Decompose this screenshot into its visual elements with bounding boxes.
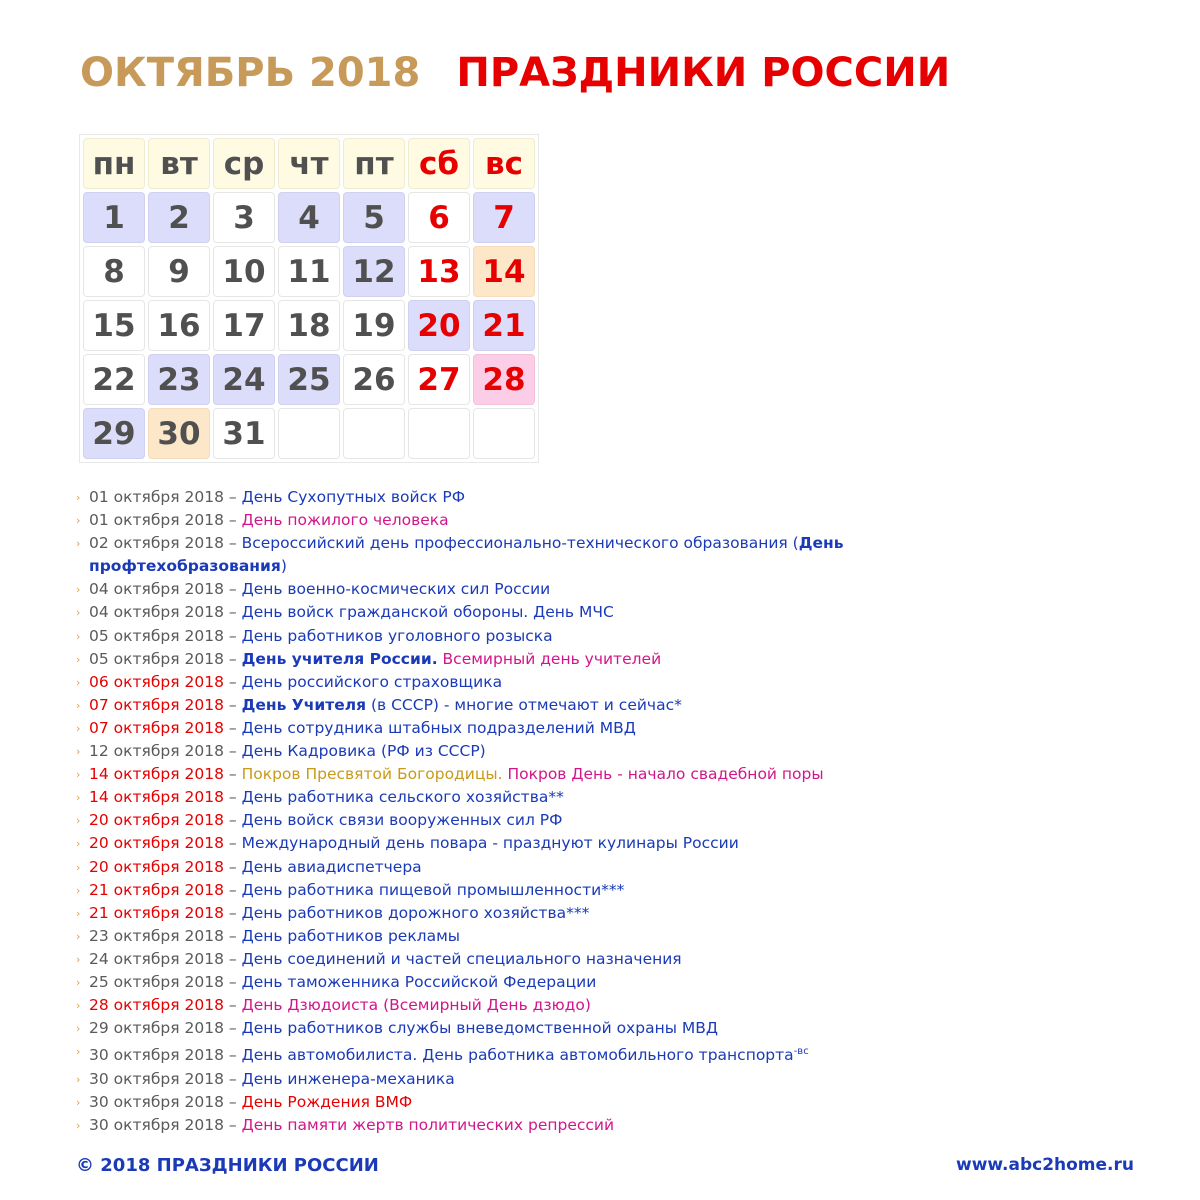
list-item: › 20 октября 2018 – День авиадиспетчера: [76, 856, 876, 879]
weekday-tue: вт: [148, 138, 210, 189]
bullet-icon: ›: [76, 860, 81, 874]
day-cell: 17: [213, 300, 275, 351]
bullet-icon: ›: [76, 675, 81, 689]
holidays-title: ПРАЗДНИКИ РОССИИ: [456, 50, 951, 96]
day-cell: 21: [473, 300, 535, 351]
day-cell: 5: [343, 192, 405, 243]
day-cell: 6: [408, 192, 470, 243]
footer-site-link[interactable]: www.abc2home.ru: [955, 1155, 1134, 1175]
list-item: › 28 октября 2018 – День Дзюдоиста (Всемирный День дзюдо): [76, 994, 876, 1017]
day-cell: 8: [83, 246, 145, 297]
bullet-icon: ›: [76, 606, 81, 620]
month-title: ОКТЯБРЬ 2018: [80, 50, 421, 96]
list-item: › 20 октября 2018 – День войск связи вооруженных сил РФ: [76, 809, 876, 832]
day-cell: 30: [148, 408, 210, 459]
day-cell: 25: [278, 354, 340, 405]
bullet-icon: ›: [76, 952, 81, 966]
list-item: › 21 октября 2018 – День работника пищевой промышленности***: [76, 879, 876, 902]
day-cell: 20: [408, 300, 470, 351]
bullet-icon: ›: [76, 652, 81, 666]
list-item: › 01 октября 2018 – День пожилого человека: [76, 509, 876, 532]
day-cell: 22: [83, 354, 145, 405]
day-cell: 1: [83, 192, 145, 243]
list-item: › 25 октября 2018 – День таможенника Российской Федерации: [76, 971, 876, 994]
list-item: › 05 октября 2018 – День учителя России. Всемирный день учителей: [76, 648, 876, 671]
bullet-icon: ›: [76, 745, 81, 759]
bullet-icon: ›: [76, 1095, 81, 1109]
day-cell: 18: [278, 300, 340, 351]
list-item: › 07 октября 2018 – День сотрудника штабных подразделений МВД: [76, 717, 876, 740]
list-item: › 30 октября 2018 – День инженера-механика: [76, 1068, 876, 1091]
bullet-icon: ›: [76, 837, 81, 851]
list-item: › 05 октября 2018 – День работников уголовного розыска: [76, 625, 876, 648]
holiday-list: [76, 486, 876, 1137]
day-cell: 23: [148, 354, 210, 405]
weekday-sun: вс: [473, 138, 535, 189]
list-item: › 21 октября 2018 – День работников дорожного хозяйства***: [76, 902, 876, 925]
list-item: › 30 октября 2018 – День автомобилиста. День работника автомобильного транспорта$^{-вс}$: [76, 1040, 876, 1067]
day-cell: 12: [343, 246, 405, 297]
bullet-icon: ›: [76, 999, 81, 1013]
empty-cell: [473, 408, 535, 459]
day-cell: 15: [83, 300, 145, 351]
bullet-icon: ›: [76, 814, 81, 828]
empty-cell: [278, 408, 340, 459]
bullet-icon: ›: [76, 768, 81, 782]
bullet-icon: ›: [76, 1072, 81, 1086]
weekday-wed: ср: [213, 138, 275, 189]
day-cell: 9: [148, 246, 210, 297]
list-item: › 30 октября 2018 – День памяти жертв политических репрессий: [76, 1114, 876, 1137]
day-cell: 7: [473, 192, 535, 243]
day-cell: 29: [83, 408, 145, 459]
day-cell: 28: [473, 354, 535, 405]
list-item: › 23 октября 2018 – День работников рекламы: [76, 925, 876, 948]
list-item: › 30 октября 2018 – День Рождения ВМФ: [76, 1091, 876, 1114]
bullet-icon: ›: [76, 791, 81, 805]
day-cell: 14: [473, 246, 535, 297]
bullet-icon: ›: [76, 698, 81, 712]
bullet-icon: ›: [76, 1022, 81, 1036]
list-item: › 07 октября 2018 – День Учителя (в СССР) - многие отмечают и сейчас*: [76, 694, 876, 717]
day-cell: 31: [213, 408, 275, 459]
list-item: › 12 октября 2018 – День Кадровика (РФ из СССР): [76, 740, 876, 763]
bullet-icon: ›: [76, 537, 81, 551]
bullet-icon: ›: [76, 1045, 81, 1059]
day-cell: 3: [213, 192, 275, 243]
weekday-sat: сб: [408, 138, 470, 189]
day-cell: 27: [408, 354, 470, 405]
bullet-icon: ›: [76, 491, 81, 504]
day-cell: 26: [343, 354, 405, 405]
day-cell: 19: [343, 300, 405, 351]
bullet-icon: ›: [76, 1118, 81, 1132]
bullet-icon: ›: [76, 514, 81, 528]
list-item: › 04 октября 2018 – День военно-космических сил России: [76, 578, 876, 601]
bullet-icon: ›: [76, 721, 81, 735]
day-cell: 11: [278, 246, 340, 297]
day-cell: 10: [213, 246, 275, 297]
day-cell: 16: [148, 300, 210, 351]
weekday-mon: пн: [83, 138, 145, 189]
list-item: › 14 октября 2018 – День работника сельского хозяйства**: [76, 786, 876, 809]
day-cell: 4: [278, 192, 340, 243]
footer-copyright: © 2018 ПРАЗДНИКИ РОССИИ: [76, 1155, 379, 1176]
day-cell: 13: [408, 246, 470, 297]
weekday-fri: пт: [343, 138, 405, 189]
bullet-icon: ›: [76, 629, 81, 643]
bullet-icon: ›: [76, 906, 81, 920]
bullet-icon: ›: [76, 883, 81, 897]
list-item: › 02 октября 2018 – Всероссийский день профессионально-технического образования (День профтехобразования): [76, 534, 844, 576]
bullet-icon: ›: [76, 975, 81, 989]
weekday-thu: чт: [278, 138, 340, 189]
calendar-grid: [79, 134, 539, 463]
empty-cell: [408, 408, 470, 459]
empty-cell: [343, 408, 405, 459]
list-item: › 24 октября 2018 – День соединений и частей специального назначения: [76, 948, 876, 971]
list-item: › 14 октября 2018 – Покров Пресвятой Богородицы. Покров День - начало свадебной поры: [76, 763, 876, 786]
page-title: [80, 50, 950, 96]
list-item: › 06 октября 2018 – День российского страховщика: [76, 671, 876, 694]
bullet-icon: ›: [76, 929, 81, 943]
day-cell: 2: [148, 192, 210, 243]
bullet-icon: ›: [76, 583, 81, 597]
day-cell: 24: [213, 354, 275, 405]
list-item: › 04 октября 2018 – День войск гражданской обороны. День МЧС: [76, 601, 876, 624]
list-item: › 29 октября 2018 – День работников службы вневедомственной охраны МВД: [76, 1017, 876, 1040]
list-item: › 01 октября 2018 – День Сухопутных войск РФ: [76, 486, 876, 509]
list-item: › 20 октября 2018 – Международный день повара - празднуют кулинары России: [76, 832, 876, 855]
